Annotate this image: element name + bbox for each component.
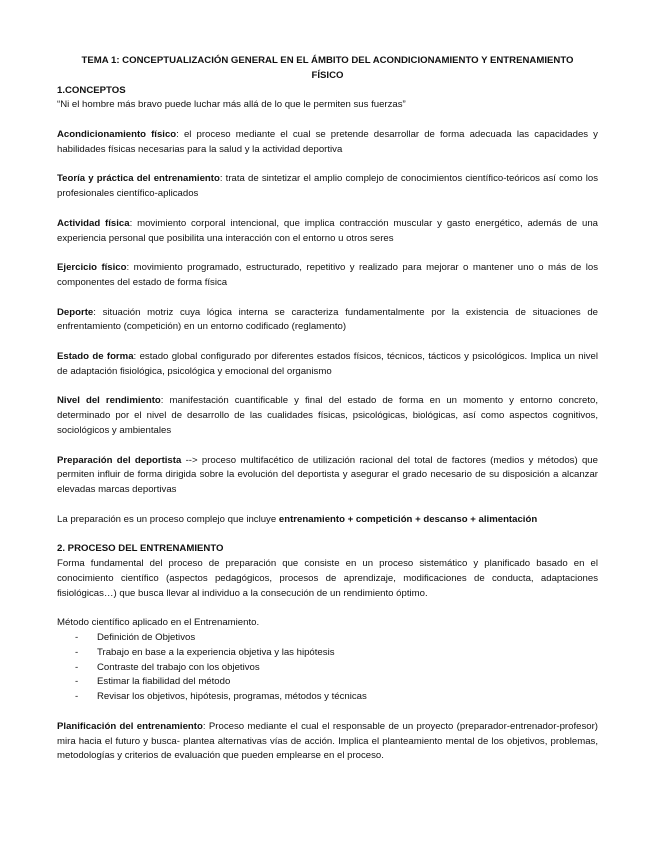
dash-bullet: - xyxy=(75,661,79,673)
definition-text: movimiento programado, estructurado, repetitivo y realizado para mejorar o mantener uno o más de los componentes del estado de forma física xyxy=(57,262,599,288)
definition-acondicionamiento xyxy=(57,128,598,158)
dash-bullet: - xyxy=(75,691,79,703)
document-title xyxy=(57,54,598,84)
list-item xyxy=(75,661,598,676)
definition-nivel-rendimiento xyxy=(57,394,598,438)
definition-preparacion-deportista xyxy=(57,454,598,498)
definition-text: manifestación cuantificable y final del estado de forma en un momento y entorno concreto, determinado por el nivel de desarrollo de las cualidades físicas, psicológicas, biológicas, así como aspectos cognitivos, sociológicos y ambientales xyxy=(57,395,598,436)
preparation-prefix: La preparación es un proceso complejo que incluye xyxy=(57,513,279,525)
title-line-2: FÍSICO xyxy=(311,69,344,81)
list-item-text: Trabajo en base a la experiencia objetiva y las hipótesis xyxy=(97,646,335,658)
definition-sep: : xyxy=(129,217,133,229)
definition-sep: : xyxy=(126,262,130,274)
definition-teoria xyxy=(57,172,598,202)
definition-planificacion xyxy=(57,720,598,764)
definition-term: Nivel del rendimiento xyxy=(57,395,161,407)
dash-bullet: - xyxy=(75,632,79,644)
list-item-text: Estimar la fiabilidad del método xyxy=(97,676,231,688)
definition-term: Planificación del entrenamiento xyxy=(57,720,203,732)
list-item-text: Revisar los objetivos, hipótesis, programas, métodos y técnicas xyxy=(97,691,367,703)
definition-sep: : xyxy=(202,720,206,732)
definition-text: el proceso mediante el cual se pretende desarrollar de forma adecuada las capacidades y habilidades físicas necesarias para la salud y la actividad deportiva xyxy=(57,128,598,155)
definition-ejercicio-fisico xyxy=(57,261,598,291)
definition-text: situación motriz cuya lógica interna se caracteriza fundamentalmente por la existencia de situaciones de enfrentamiento (competición) en un entorno codificado (reglamento) xyxy=(57,306,598,333)
method-intro: Método científico aplicado en el Entrenamiento. xyxy=(57,617,260,629)
preparation-summary xyxy=(57,513,598,528)
definition-sep: : xyxy=(133,350,137,362)
section-heading-conceptos: 1.CONCEPTOS xyxy=(57,84,126,96)
definition-sep: : xyxy=(219,173,223,185)
list-item xyxy=(75,675,598,690)
definition-term: Actividad física xyxy=(57,217,130,229)
definition-sep: --> xyxy=(181,454,198,466)
list-item xyxy=(75,690,598,705)
list-item xyxy=(75,646,598,661)
section-heading-proceso: 2. PROCESO DEL ENTRENAMIENTO xyxy=(57,543,224,555)
list-item xyxy=(75,631,598,646)
title-line-1: TEMA 1: CONCEPTUALIZACIÓN GENERAL EN EL ÁMBITO DEL ACONDICIONAMIENTO Y ENTRENAMIENTO xyxy=(81,55,574,66)
definition-deporte xyxy=(57,306,598,336)
definition-term: Ejercicio físico xyxy=(57,262,127,274)
definition-term: Preparación del deportista xyxy=(57,454,182,466)
definition-sep: : xyxy=(176,128,179,140)
method-list xyxy=(57,631,598,705)
list-item-text: Contraste del trabajo con los objetivos xyxy=(97,661,260,673)
definition-text: trata de sintetizar el amplio complejo de conocimientos científico-teóricos así como los profesionales científico-aplicados xyxy=(57,173,598,200)
definition-sep: : xyxy=(93,306,96,318)
definition-text: movimiento corporal intencional, que implica contracción muscular y gasto energético, además de una experiencia personal que posibilita una interacción con el entorno u otros seres xyxy=(57,217,598,244)
definition-sep: : xyxy=(160,395,164,407)
definition-text: Proceso mediante el cual el responsable de un proyecto (preparador-entrenador-profesor) mira hacia el futuro y busca- plantea alternativas vías de acción. Implica el planteamiento mental de los objetivos, problemas, metodologías y criterios de evaluación que pueden emplearse en el proceso. xyxy=(57,720,598,762)
definition-actividad-fisica xyxy=(57,217,598,247)
dash-bullet: - xyxy=(75,676,79,688)
preparation-components: entrenamiento + competición + descanso + alimentación xyxy=(278,513,538,525)
dash-bullet: - xyxy=(75,646,79,658)
definition-text: proceso multifacético de utilización racional del total de factores (medios y métodos) que permiten influir de forma dirigida sobre la evolución del deportista y asegurar el grado necesario de su disposición a alcanzar elevadas marcas deportivas xyxy=(57,454,598,496)
definition-term: Deporte xyxy=(57,306,94,318)
definition-term: Teoría y práctica del entrenamiento xyxy=(57,173,220,185)
section-paragraph-proceso: Forma fundamental del proceso de preparación que consiste en un proceso sistemático y planificado basado en el conocimiento científico (aspectos pedagógicos, procesos de aprendizaje, modificaciones de conducta, adaptaciones fisiológicas…) que busca llevar al individuo a la consecución de un rendimiento óptimo. xyxy=(57,558,598,599)
definition-term: Estado de forma xyxy=(57,350,134,362)
list-item-text: Definición de Objetivos xyxy=(97,632,196,644)
definition-term: Acondicionamiento físico xyxy=(57,128,177,140)
definition-text: estado global configurado por diferentes estados físicos, técnicos, tácticos y psicológicos. Implica un nivel de adaptación fisiológica, psicológica y emocional del organismo xyxy=(57,350,599,377)
definition-estado-de-forma xyxy=(57,350,598,380)
quote: “Ni el hombre más bravo puede luchar más allá de lo que le permiten sus fuerzas” xyxy=(57,99,406,111)
